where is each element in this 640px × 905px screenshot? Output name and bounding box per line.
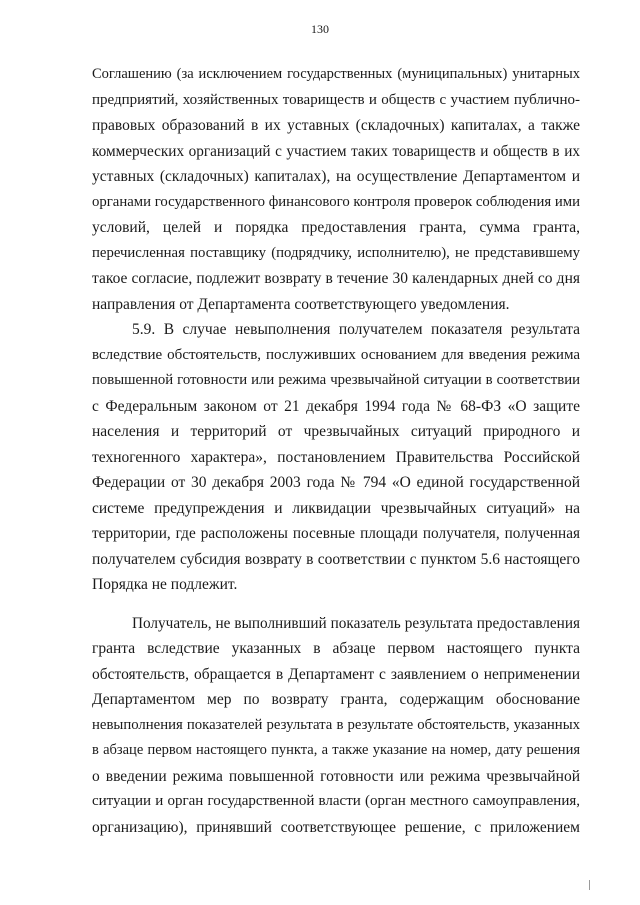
scan-edge-mark — [589, 880, 590, 890]
text-line: обстоятельств, обращается в Департамент с заявлением о неприменении — [92, 665, 580, 683]
text-line: Департаментом мер по возврату гранта, содержащим обоснование — [92, 691, 580, 708]
text-line: повышенной готовности или режима чрезвычайной ситуации в соответствии — [92, 372, 580, 388]
text-line: системе предупреждения и ликвидации чрезвычайных ситуаций» на — [92, 499, 580, 517]
text-line: коммерческих организаций с участием таких товариществ и обществ в их — [92, 142, 580, 160]
text-line: перечисленная поставщику (подрядчику, исполнителю), не представившему — [92, 244, 580, 261]
text-line: условий, целей и порядка предоставления гранта, сумма гранта, — [92, 219, 580, 236]
text-line: 5.9. В случае невыполнения получателем показателя результата — [132, 321, 580, 338]
text-line: такое согласие, подлежит возврату в течение 30 календарных дней со дня — [92, 270, 580, 287]
paragraph-spacer — [92, 598, 580, 611]
text-line: о введении режима повышенной готовности или режима чрезвычайной — [92, 767, 580, 785]
text-line: органами государственного финансового контроля проверок соблюдения ими — [92, 193, 580, 210]
text-line: направления от Департамента соответствующего уведомления. — [92, 295, 510, 313]
text-line: Получатель, не выполнивший показатель результата предоставления — [132, 614, 580, 632]
text-line: невыполнения показателей результата в результате обстоятельств, указанных — [92, 716, 580, 733]
text-line: предприятий, хозяйственных товариществ и обществ с участием публично- — [92, 91, 580, 108]
text-line: гранта вследствие указанных в абзаце первом настоящего пункта — [92, 640, 580, 657]
text-line: правовых образований в их уставных (складочных) капиталах, а также — [92, 117, 580, 134]
paragraph-continuation — [92, 62, 580, 317]
text-line: Федерации от 30 декабря 2003 года № 794 «О единой государственной — [92, 474, 580, 491]
text-line: Соглашению (за исключением государственных (муниципальных) унитарных — [92, 66, 580, 82]
text-line: вследствие обстоятельств, послуживших основанием для введения режима — [92, 346, 580, 363]
text-line: в абзаце первом настоящего пункта, а также указание на номер, дату решения — [92, 742, 580, 758]
document-body — [92, 62, 580, 840]
text-line: ситуации и орган государственной власти (орган местного самоуправления, — [92, 793, 580, 809]
text-line: Порядка не подлежит. — [92, 576, 238, 593]
text-line: организацию), принявший соответствующее решение, с приложением — [92, 818, 580, 836]
paragraph-5-9 — [92, 317, 580, 598]
text-line: уставных (складочных) капиталах), на осуществление Департаментом и — [92, 168, 580, 185]
text-line: населения и территорий от чрезвычайных ситуаций природного и — [92, 423, 580, 440]
page-number: 130 — [311, 22, 329, 36]
text-line: с Федеральным законом от 21 декабря 1994 года № 68-ФЗ «О защите — [92, 397, 580, 415]
text-line: территории, где расположены посевные площади получателя, полученная — [92, 525, 580, 542]
text-line: техногенного характера», постановлением Правительства Российской — [92, 448, 580, 466]
text-line: получателем субсидия возврату в соответствии с пунктом 5.6 настоящего — [92, 550, 580, 568]
paragraph-recipient — [92, 611, 580, 841]
